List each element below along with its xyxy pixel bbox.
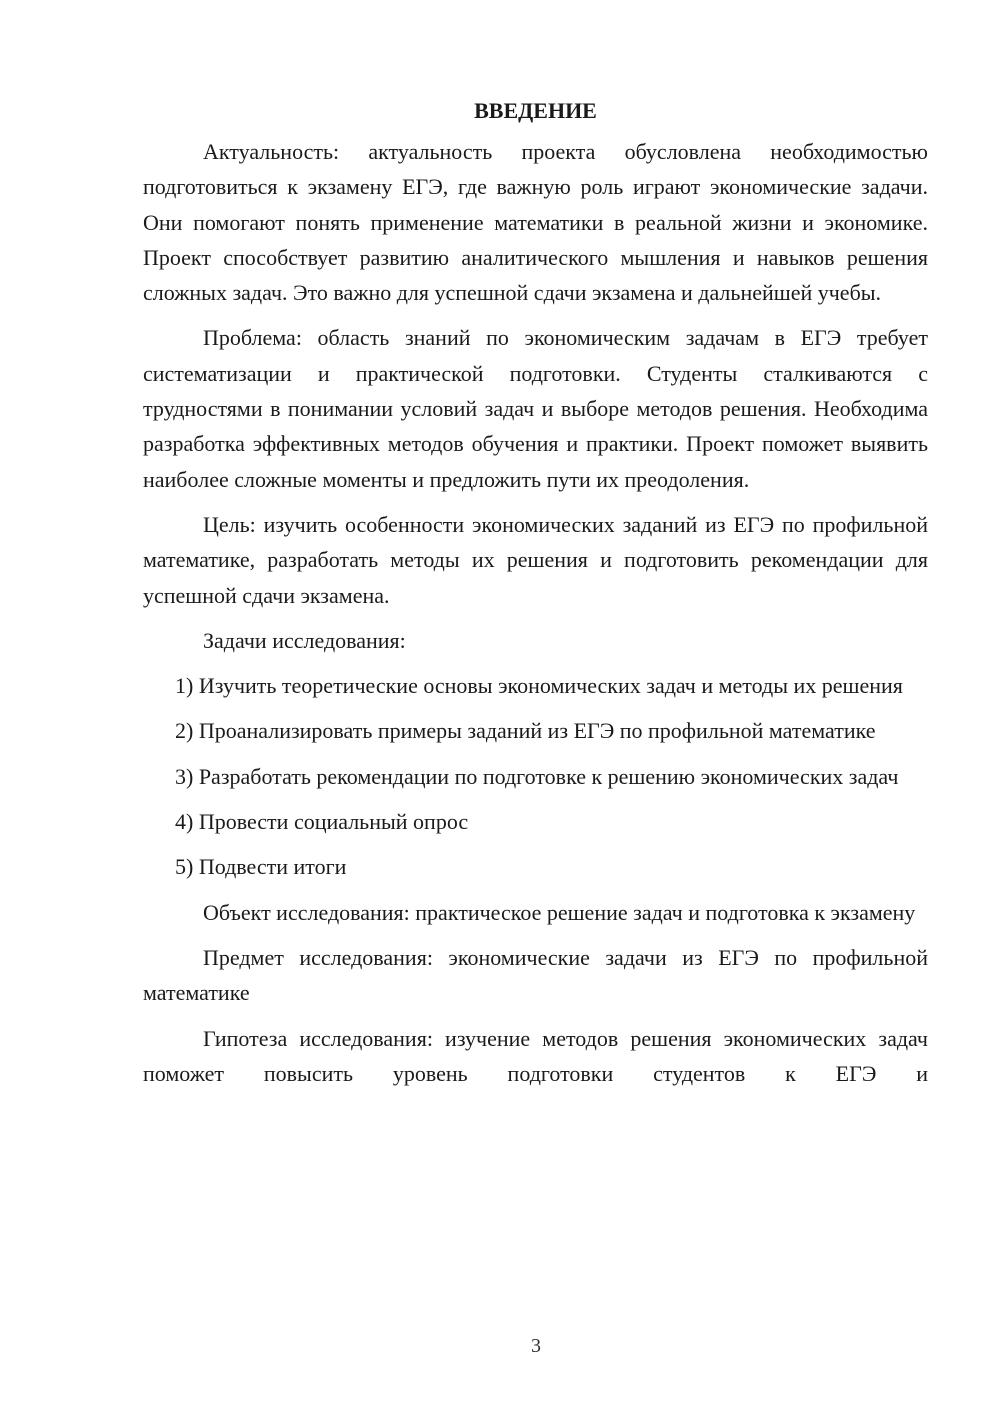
paragraph-object: Объект исследования: практическое решение задач и подготовка к экзамену: [203, 899, 916, 925]
task-item-1: 1) Изучить теоретические основы экономических задач и методы их решения: [175, 673, 903, 699]
paragraph-relevance: Актуальность: актуальность проекта обусловлена необходимостью подготовиться к экзамену ЕГЭ, где важную роль играют экономические задачи. Они помогают понять применение математики в реальной жизни и экономике. Проект способствует развитию аналитического мышления и навыков решения сложных задач. Это важно для успешной сдачи экзамена и дальнейшей учебы.: [143, 139, 928, 306]
task-item-5: 5) Подвести итоги: [175, 854, 347, 880]
paragraph-goal: Цель: изучить особенности экономических заданий из ЕГЭ по профильной математике, разработать методы их решения и подготовить рекомендации для успешной сдачи экзамена.: [143, 511, 928, 608]
task-item-4: 4) Провести социальный опрос: [175, 809, 469, 835]
paragraph-hypothesis: Гипотеза исследования: изучение методов решения экономических задач поможет повысить уровень подготовки студентов к ЕГЭ и: [143, 1025, 928, 1086]
paragraph-subject: Предмет исследования: экономические задачи из ЕГЭ по профильной математике: [143, 944, 928, 1006]
task-item-2: 2) Проанализировать примеры заданий из ЕГЭ по профильной математике: [175, 718, 876, 744]
task-item-3: 3) Разработать рекомендации по подготовке к решению экономических задач: [175, 763, 899, 789]
section-heading: ВВЕДЕНИЕ: [474, 98, 597, 123]
paragraph-problem: Проблема: область знаний по экономическим задачам в ЕГЭ требует систематизации и практической подготовки. Студенты сталкиваются с трудностями в понимании условий задач и выборе методов решения. Необходима разработка эффективных методов обучения и практики. Проект поможет выявить наиболее сложные моменты и предложить пути их преодоления.: [143, 325, 928, 492]
tasks-heading: Задачи исследования:: [203, 627, 406, 653]
document-page: [143, 93, 928, 1091]
page-number: 3: [531, 1335, 541, 1357]
